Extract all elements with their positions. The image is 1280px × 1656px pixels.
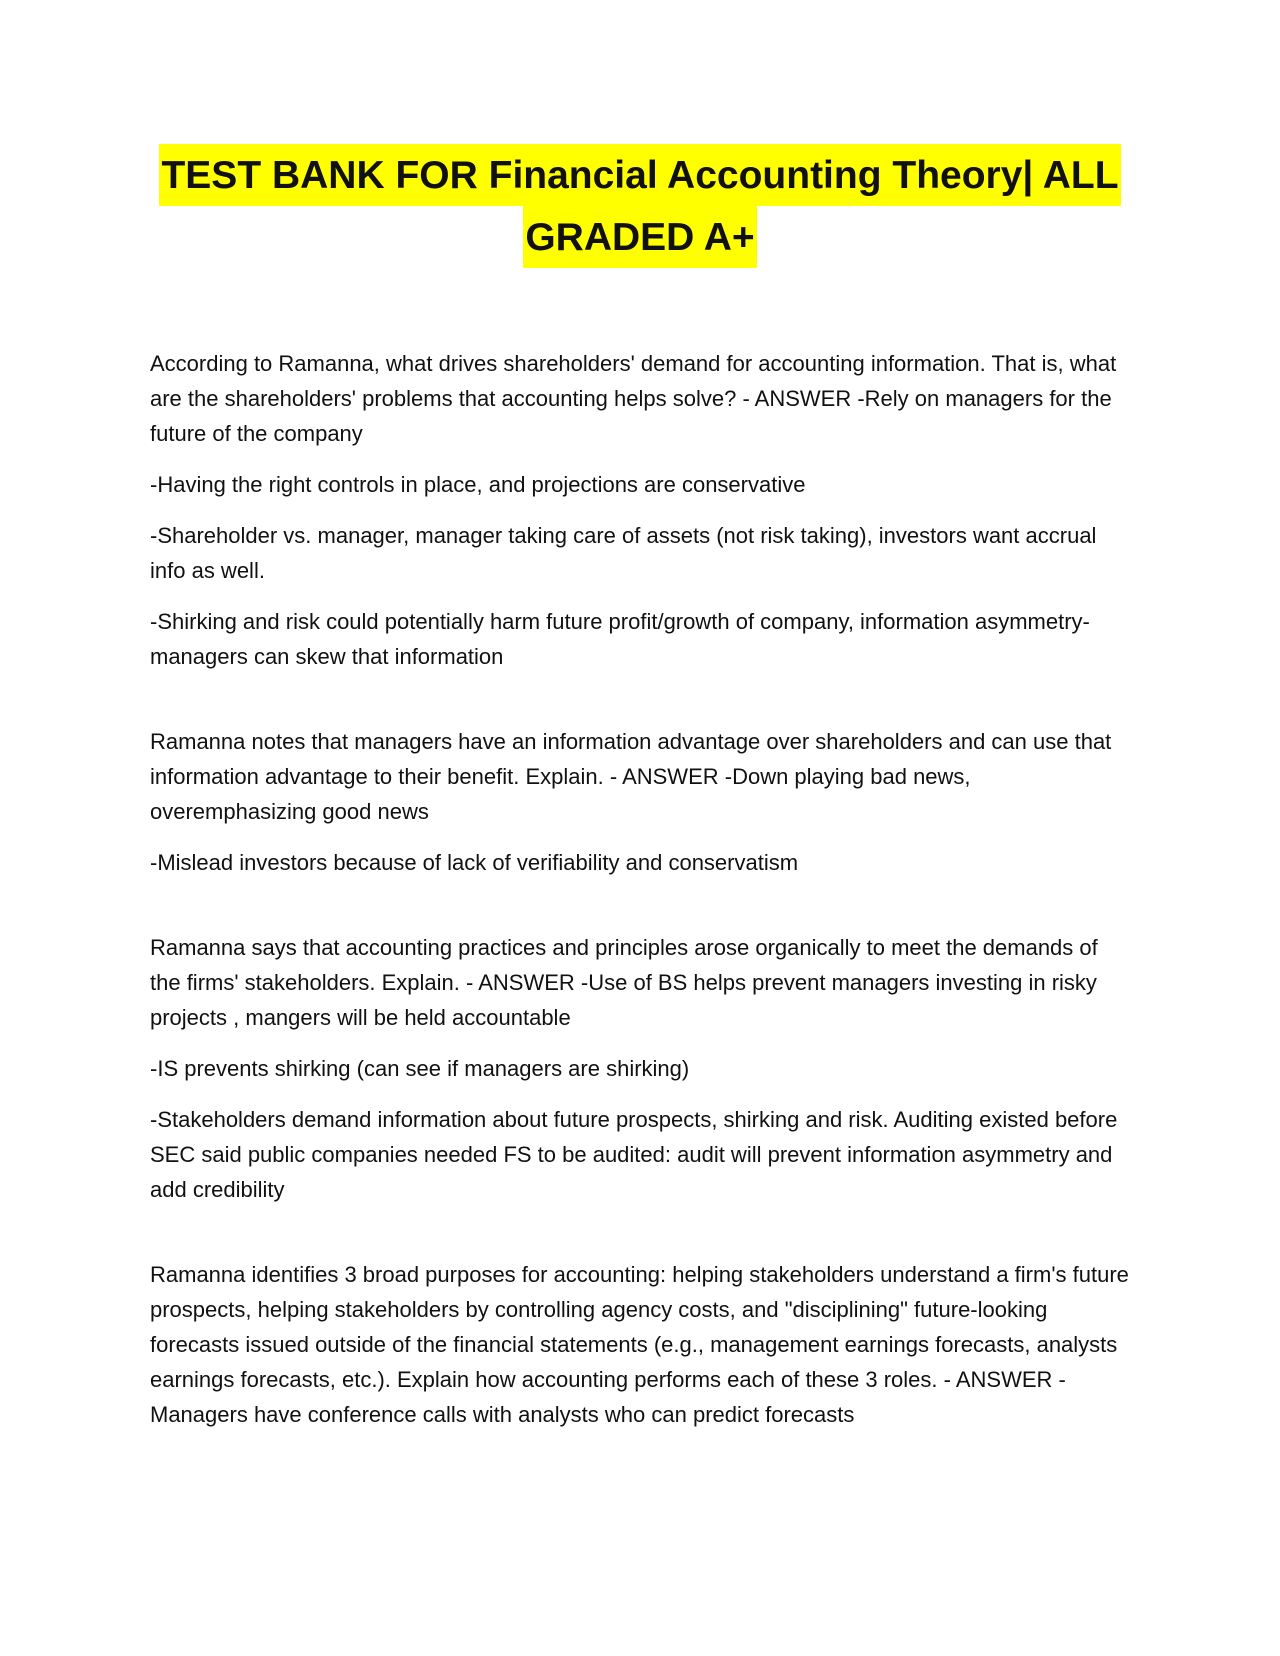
answer-2-point-1: -Mislead investors because of lack of verifiability and conservatism <box>150 850 799 875</box>
question-1-text: According to Ramanna, what drives shareholders' demand for accounting information. That is, what are the shareholders' problems that accounting helps solve? - ANSWER -Rely on managers for the future of the company <box>150 351 1117 446</box>
question-3-text: Ramanna says that accounting practices and principles arose organically to meet the demands of the firms' stakeholders. Explain. - ANSWER -Use of BS helps prevent managers investing in risky projects , mangers will be held accountable <box>150 935 1098 1030</box>
document-body <box>150 346 1134 1448</box>
question-block-2 <box>150 724 1134 880</box>
answer-1-point-2: -Shareholder vs. manager, manager taking care of assets (not risk taking), investors want accrual info as well. <box>150 523 1097 583</box>
question-2-text: Ramanna notes that managers have an information advantage over shareholders and can use that information advantage to their benefit. Explain. - ANSWER -Down playing bad news, overemphasizing good news <box>150 729 1112 824</box>
question-block-4 <box>150 1257 1134 1432</box>
document-title <box>140 144 1140 268</box>
title-line-2: GRADED A+ <box>523 206 756 268</box>
answer-1-point-1: -Having the right controls in place, and projections are conservative <box>150 472 806 497</box>
answer-1-point-3: -Shirking and risk could potentially harm future profit/growth of company, information asymmetry-managers can skew that information <box>150 609 1090 669</box>
answer-3-point-1: -IS prevents shirking (can see if managers are shirking) <box>150 1056 690 1081</box>
question-4-text: Ramanna identifies 3 broad purposes for accounting: helping stakeholders understand a firm's future prospects, helping stakeholders by controlling agency costs, and "disciplining" future-looking forecasts issued outside of the financial statements (e.g., management earnings forecasts, analysts earnings forecasts, etc.). Explain how accounting performs each of these 3 roles. - ANSWER -Managers have conference calls with analysts who can predict forecasts <box>150 1262 1129 1427</box>
question-block-3 <box>150 930 1134 1207</box>
question-block-1 <box>150 346 1134 674</box>
title-line-1: TEST BANK FOR Financial Accounting Theory| ALL <box>159 144 1120 206</box>
answer-3-point-2: -Stakeholders demand information about future prospects, shirking and risk. Auditing existed before SEC said public companies needed FS to be audited: audit will prevent information asymmetry and add credibility <box>150 1107 1118 1202</box>
